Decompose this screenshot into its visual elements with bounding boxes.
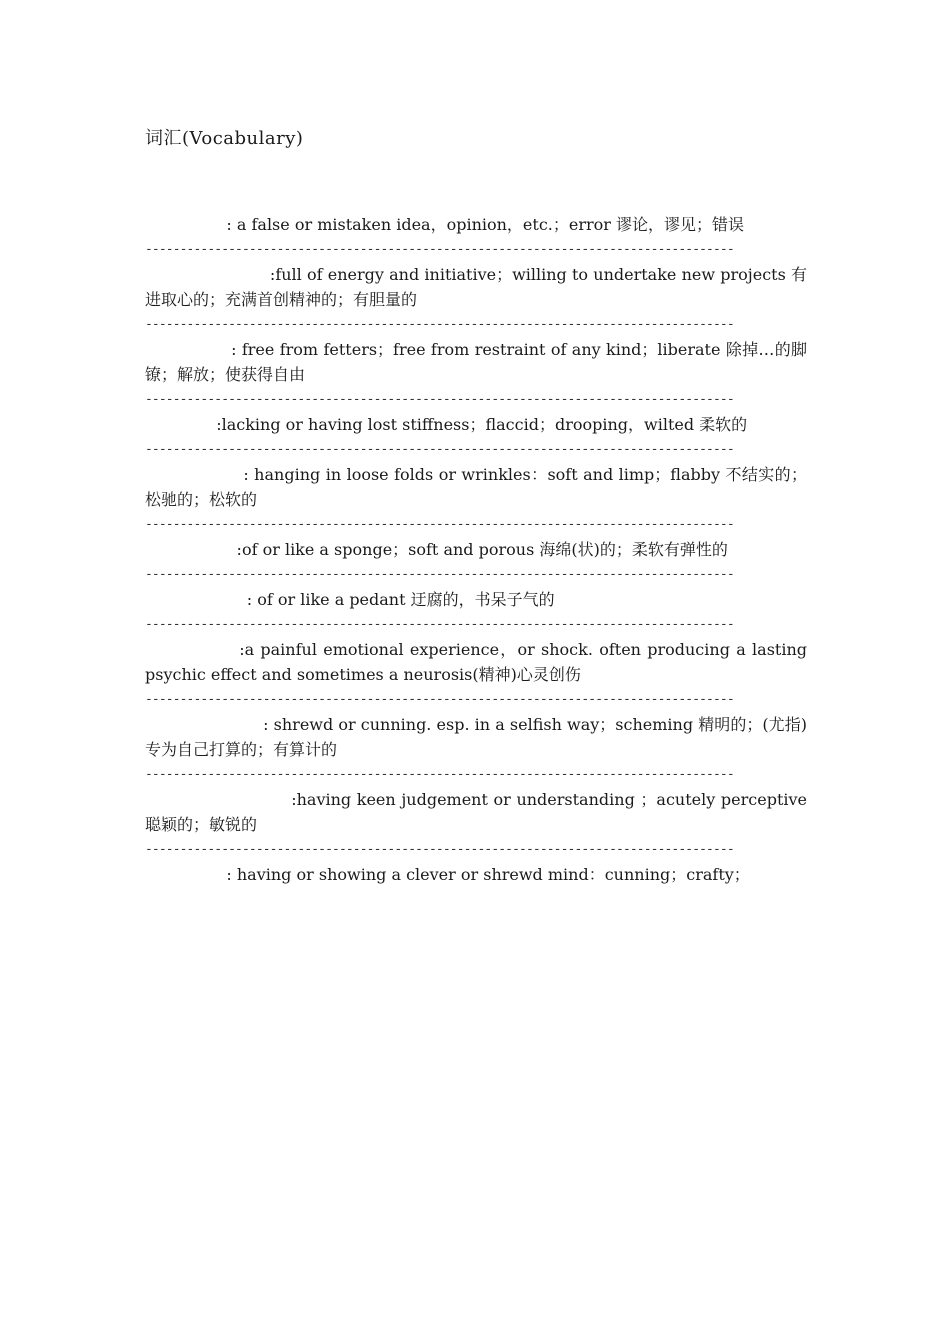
- vocabulary-list: [145, 212, 813, 887]
- vocabulary-entry: [145, 712, 807, 787]
- entry-definition: :having keen judgement or understanding ；acutely perceptive 聪颖的；敏锐的: [145, 790, 813, 834]
- entry-separator: -------------------------------------------------------------------------------------: [145, 242, 734, 257]
- entry-definition: : of or like a pedant 迂腐的，书呆子气的: [145, 590, 555, 609]
- entry-definition: :lacking or having lost stiffness；flaccid；drooping，wilted 柔软的: [145, 415, 748, 434]
- entry-separator: -------------------------------------------------------------------------------------: [145, 567, 734, 582]
- vocabulary-entry: [145, 637, 813, 712]
- vocabulary-entry: [145, 587, 807, 637]
- entry-definition: : a false or mistaken idea，opinion，etc.；error 谬论，谬见；错误: [145, 215, 745, 234]
- vocabulary-entry: [145, 262, 807, 337]
- vocabulary-entry: [145, 537, 807, 587]
- vocabulary-entry: [145, 862, 807, 887]
- entry-definition: : having or showing a clever or shrewd mind：cunning；crafty；: [145, 865, 750, 884]
- entry-separator: -------------------------------------------------------------------------------------: [145, 767, 734, 782]
- vocabulary-entry: [145, 462, 807, 537]
- page-title: 词汇(Vocabulary): [145, 128, 304, 149]
- entry-definition: :of or like a sponge；soft and porous 海绵(状)的；柔软有弹性的: [145, 540, 728, 559]
- entry-separator: -------------------------------------------------------------------------------------: [145, 617, 734, 632]
- entry-definition: : shrewd or cunning. esp. in a selfish way；scheming 精明的；(尤指)专为自己打算的；有算计的: [145, 715, 807, 759]
- entry-separator: -------------------------------------------------------------------------------------: [145, 442, 734, 457]
- entry-separator: -------------------------------------------------------------------------------------: [145, 317, 734, 332]
- vocabulary-entry: [145, 787, 813, 862]
- entry-separator: -------------------------------------------------------------------------------------: [145, 392, 734, 407]
- vocabulary-entry: [145, 212, 807, 262]
- entry-separator: -------------------------------------------------------------------------------------: [145, 842, 734, 857]
- entry-definition: : free from fetters；free from restraint of any kind；liberate 除掉…的脚镣；解放；使获得自由: [145, 340, 807, 384]
- entry-definition: :full of energy and initiative；willing to undertake new projects 有进取心的；充满首创精神的；有胆量的: [145, 265, 808, 309]
- entry-separator: -------------------------------------------------------------------------------------: [145, 692, 734, 707]
- entry-definition: :a painful emotional experience，or shock. often producing a lasting psychic effect and sometimes a neurosis(精神)心灵创伤: [145, 640, 813, 684]
- entry-definition: : hanging in loose folds or wrinkles：soft and limp；flabby 不结实的；松驰的；松软的: [145, 465, 807, 509]
- vocabulary-entry: [145, 337, 807, 412]
- entry-separator: -------------------------------------------------------------------------------------: [145, 517, 734, 532]
- vocabulary-entry: [145, 412, 807, 462]
